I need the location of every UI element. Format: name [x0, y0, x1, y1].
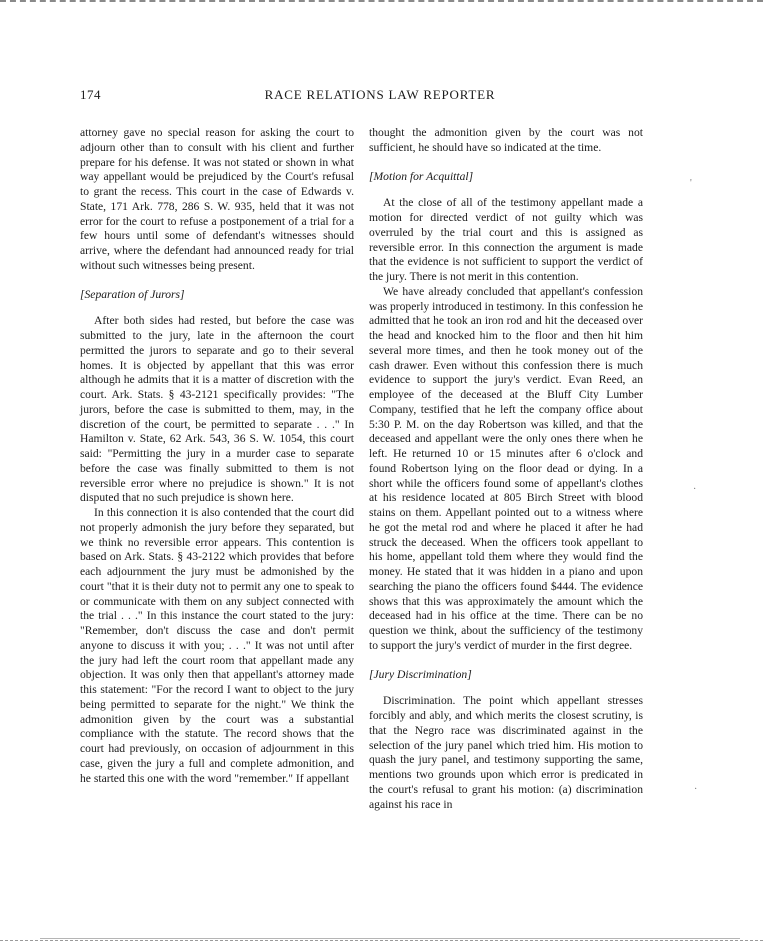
page-number: 174	[80, 87, 101, 102]
section-heading-jury-discrimination: [Jury Discrimination]	[369, 667, 472, 681]
section-heading-separation-of-jurors: [Separation of Jurors]	[80, 287, 185, 301]
paragraph: thought the admonition given by the court was not sufficient, he should have so indicated at the time.	[369, 126, 643, 154]
paragraph: In this connection it is also contended that the court did not properly admonish the jury before they separated, but we think no reversible error appears. This contention is based on Ark. Stats. § 43-2122 which provides that before each adjournment the jury must be admonished by the court "that it is their duty not to permit any one to speak to or communicate with them on any subject connected with the trial . . ." In this instance the court stated to the jury: "Remember, don't discuss the case and don't permit anyone to discuss it with you; . . ." It was not until after the jury had left the court room that appellant made any objection. It was only then that appellant's attorney made this statement: "For the record I want to object to the jury being permitted to separate for the night." We think the admonition given by the court was a substantial compliance with the statute. The record shows that the court had previously, on occasion of adjournment in this case, given the jury a full and complete admonition, and he started this one with the word "remember." If appellant	[80, 506, 354, 785]
page-top-border	[0, 0, 763, 2]
paragraph: attorney gave no special reason for asking the court to adjourn other than to consult with his client and further prepare for his defense. It was not stated or shown in what way appellant would be prejudiced by the Court's refusal to grant the recess. This court in the case of Edwards v. State, 171 Ark. 778, 286 S. W. 935, held that it was not error for the court to refuse a postponement of a trial for a few hours until some of defendant's witnesses should arrive, where the defendant had announced ready for trial without such witnesses being present.	[80, 126, 354, 272]
right-column	[369, 126, 643, 812]
scan-speck: ·	[694, 784, 698, 795]
paragraph: At the close of all of the testimony appellant made a motion for directed verdict of not guilty which was overruled by the trial court and this is assigned as reversible error. In this connection the argument is made that the evidence is not sufficient to support the verdict of the jury. There is not merit in this contention.	[369, 196, 643, 283]
left-column	[80, 126, 354, 786]
running-head: RACE RELATIONS LAW REPORTER	[264, 87, 496, 102]
section-heading-motion-for-acquittal: [Motion for Acquittal]	[369, 169, 474, 183]
paragraph: After both sides had rested, but before the case was submitted to the jury, late in the afternoon the court permitted the jurors to separate and go to their several homes. It is objected by appellant that this was error although he admits that it is a matter of discretion with the court. Ark. Stats. § 43-2121 specifically provides: "The jurors, before the case is submitted to them, may, in the discretion of the court, be permitted to separate . . ." In Hamilton v. State, 62 Ark. 543, 36 S. W. 1054, this court said: "Permitting the jury in a murder case to separate before the case was finally submitted to them is not reversible error where no prejudice is shown." It is not disputed that no such prejudice is shown here.	[80, 314, 354, 505]
page-bottom-border	[0, 940, 763, 941]
page-header	[80, 87, 680, 105]
bottom-rule	[40, 938, 740, 939]
scan-speck: '	[690, 178, 692, 189]
paragraph: We have already concluded that appellant's confession was properly introduced in testimony. In this confession he admitted that he took an iron rod and hit the deceased over the head and knocked him to the floor and then hit him several more times, and then he took money out of the cash drawer. Even without this confession there is much evidence to support the jury's verdict. Evan Reed, an employee of the deceased at the Bluff City Lumber Company, testified that he left the company office about 5:30 P. M. on the day Robertson was killed, and that the deceased and appellant were the only ones there when he left. He returned 10 or 15 minutes after 6 o'clock and found Robertson lying on the floor dead or dying. In a short while the officers found some of appellant's clothes at his residence located at 805 Birch Street with blood stains on them. Appellant pointed out to a witness where he got the metal rod and where he placed it after he had struck the deceased. When the officers took appellant to his home, appellant told them where they would find the money. He stated that it was hidden in a piano and upon searching the piano the officers found $444. The evidence shows that this was approximately the amount which the deceased had in his office at the time. There can be no question we think, about the sufficiency of the testimony to support the jury's verdict of murder in the first degree.	[369, 284, 643, 652]
scan-speck: ·	[693, 484, 697, 495]
paragraph: Discrimination. The point which appellant stresses forcibly and ably, and which merits the closest scrutiny, is that the Negro race was discriminated against in the selection of the jury panel which tried him. His motion to quash the jury panel, and testimony supporting the same, mentions two grounds upon which error is predicated in the court's refusal to grant his motion: (a) discrimination against his race in	[369, 694, 643, 811]
